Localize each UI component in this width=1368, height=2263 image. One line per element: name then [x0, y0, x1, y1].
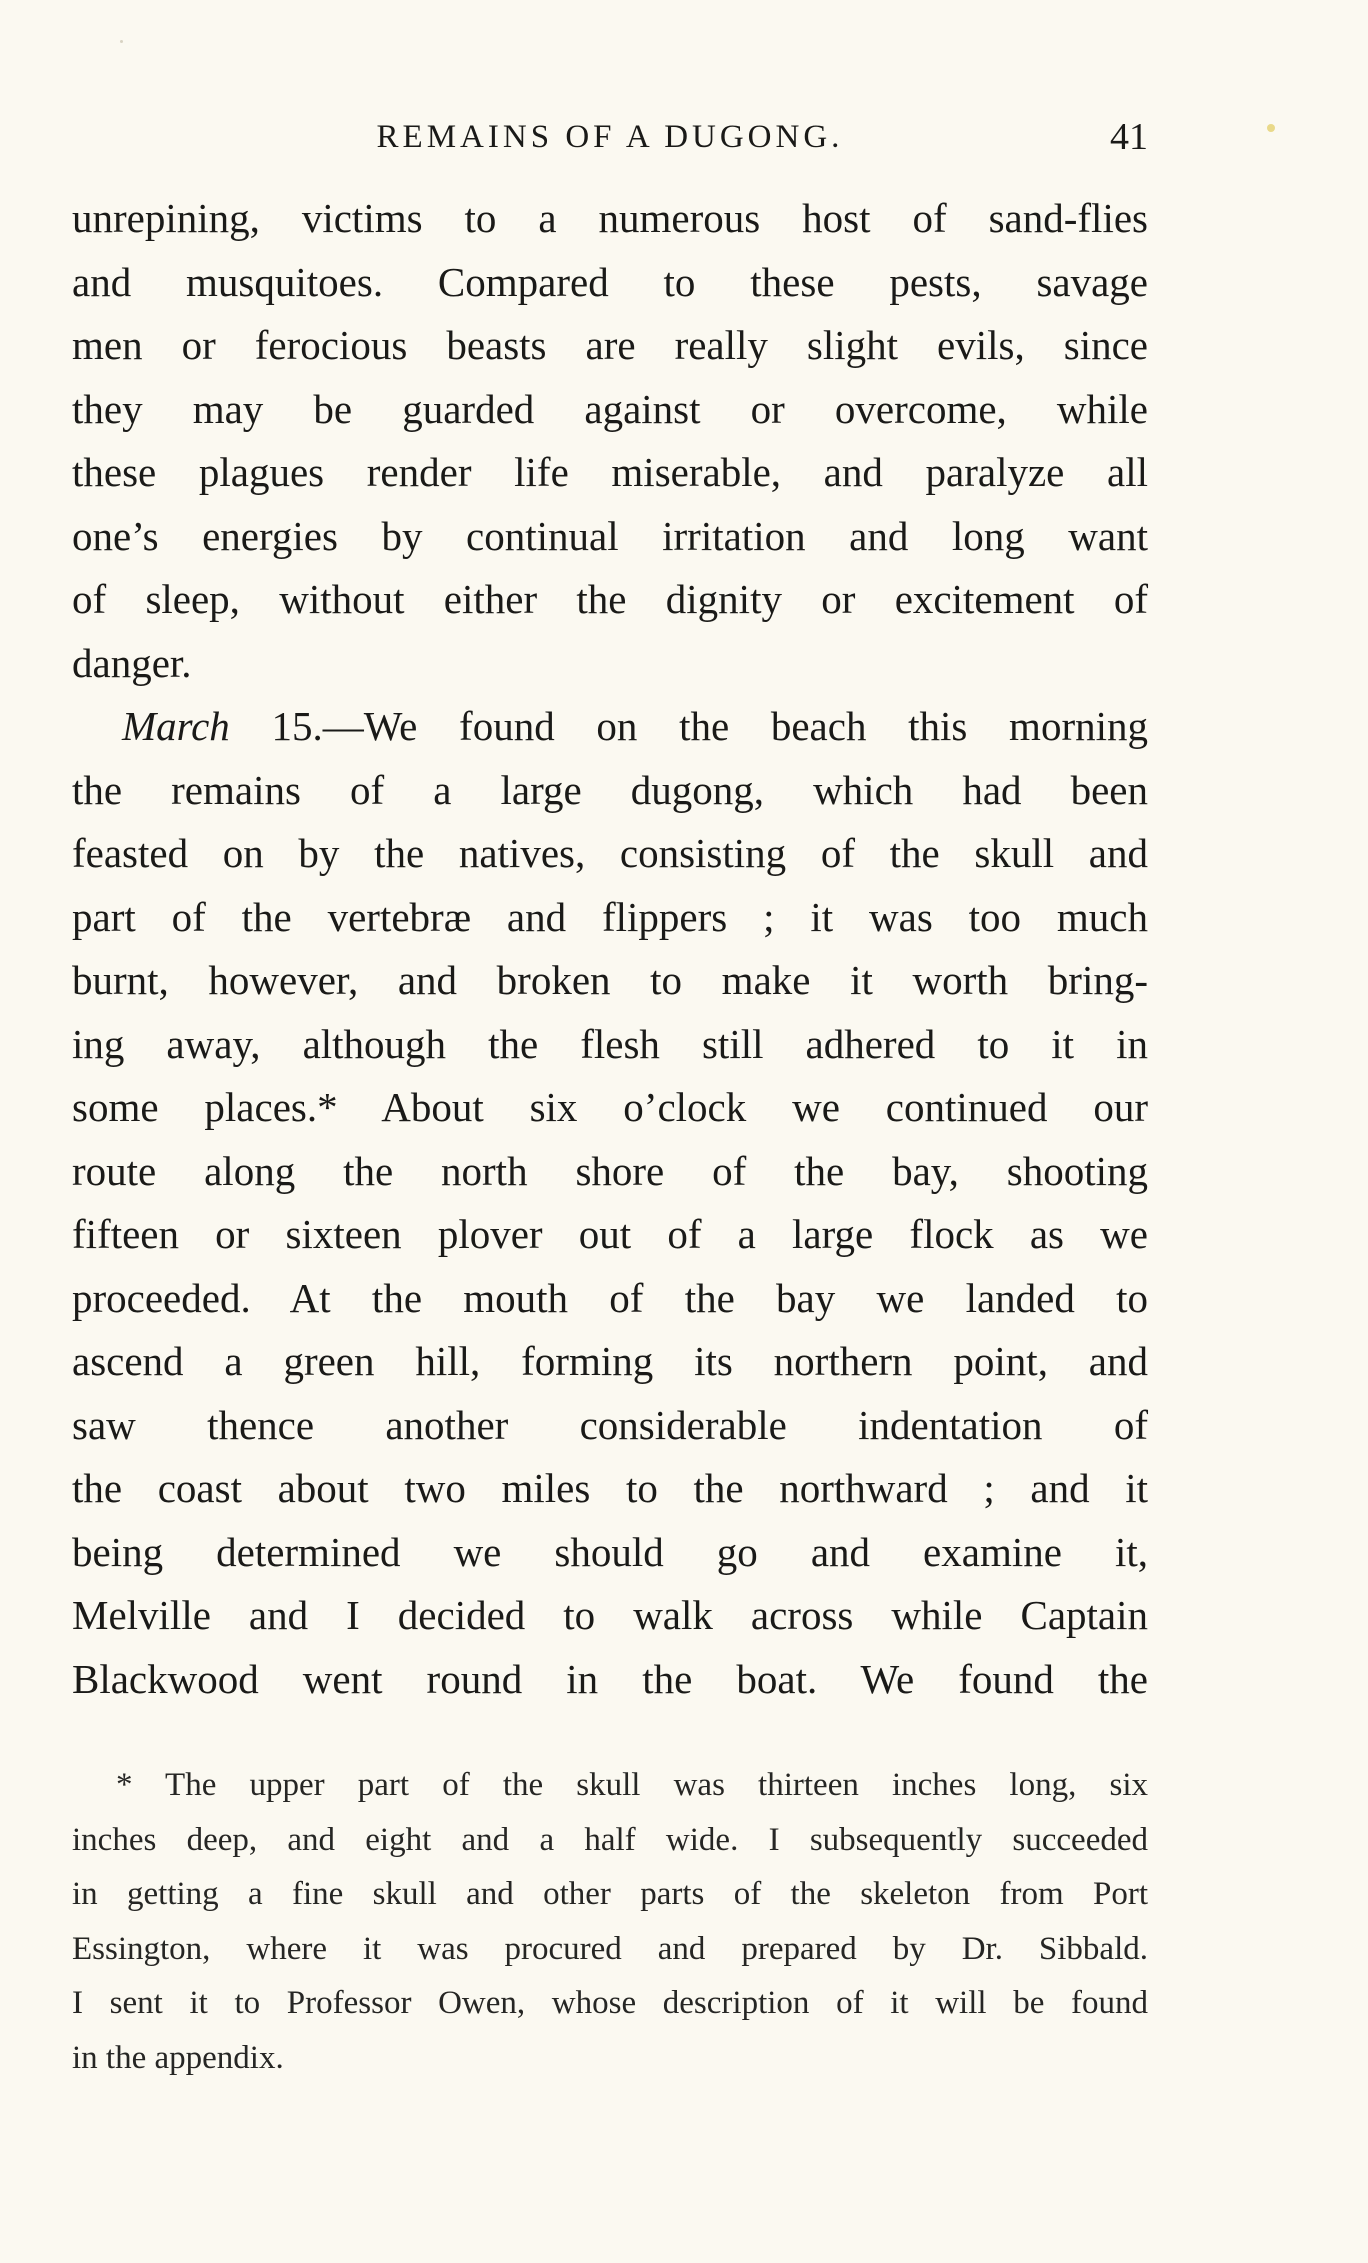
body-line: men or ferocious beasts are really slight evils, since: [72, 322, 1148, 368]
footnote-line: inches deep, and eight and a half wide. I subsequently succeeded: [72, 1821, 1148, 1858]
footnote-line: in getting a fine skull and other parts of the skeleton from Port: [72, 1876, 1148, 1912]
body-line: burnt, however, and broken to make it worth bring-: [72, 957, 1148, 1003]
body-line: route along the north shore of the bay, shooting: [72, 1147, 1148, 1194]
body-line: unrepining, victims to a numerous host of sand-flies: [72, 195, 1148, 241]
entry-line: [72, 695, 1148, 759]
body-line: saw thence another considerable indentation of: [72, 1401, 1148, 1448]
body-line: Melville and I decided to walk across while Captain: [72, 1592, 1148, 1638]
body-line: one’s energies by continual irritation and long want: [72, 512, 1148, 559]
body-line: of sleep, without either the dignity or excitement of: [72, 576, 1148, 622]
body-line: ing away, although the flesh still adhered to it in: [72, 1020, 1148, 1067]
page-number: 41: [1110, 116, 1148, 158]
footnote-line: I sent it to Professor Owen, whose description of it will be found: [72, 1985, 1148, 2021]
body-line: these plagues render life miserable, and paralyze all: [72, 449, 1148, 495]
body-line: feasted on by the natives, consisting of the skull and: [72, 830, 1148, 876]
body-line: part of the vertebræ and flippers ; it was too much: [72, 893, 1148, 940]
body-line: being determined we should go and examine it,: [72, 1528, 1148, 1575]
body-line: proceeded. At the mouth of the bay we landed to: [72, 1274, 1148, 1321]
body-line: fifteen or sixteen plover out of a large flock as we: [72, 1211, 1148, 1257]
body-line: danger.: [72, 639, 192, 686]
entry-date: March: [122, 703, 230, 749]
paper-mark: [1267, 124, 1275, 132]
body-line: Blackwood went round in the boat. We found the: [72, 1655, 1148, 1702]
page-header: [72, 112, 1148, 162]
footnote-line: * The upper part of the skull was thirteen inches long, six: [116, 1767, 1148, 1803]
body-line: they may be guarded against or overcome, while: [72, 385, 1148, 432]
footnote: [72, 1758, 1148, 2085]
body-line: and musquitoes. Compared to these pests, savage: [72, 258, 1148, 305]
running-head: REMAINS OF A DUGONG.: [376, 119, 844, 155]
body-text: [72, 187, 1148, 1711]
body-line: ascend a green hill, forming its northern point, and: [72, 1338, 1148, 1384]
body-line: the remains of a large dugong, which had been: [72, 766, 1148, 813]
footnote-line: Essington, where it was procured and prepared by Dr. Sibbald.: [72, 1930, 1148, 1967]
footnote-line: in the appendix.: [72, 2039, 284, 2076]
body-line: the coast about two miles to the northward ; and it: [72, 1465, 1148, 1511]
entry-line-text: 15.—We found on the beach this morning: [229, 703, 1148, 749]
body-line: some places.* About six o’clock we continued our: [72, 1084, 1148, 1130]
paper-speck: [120, 40, 123, 43]
